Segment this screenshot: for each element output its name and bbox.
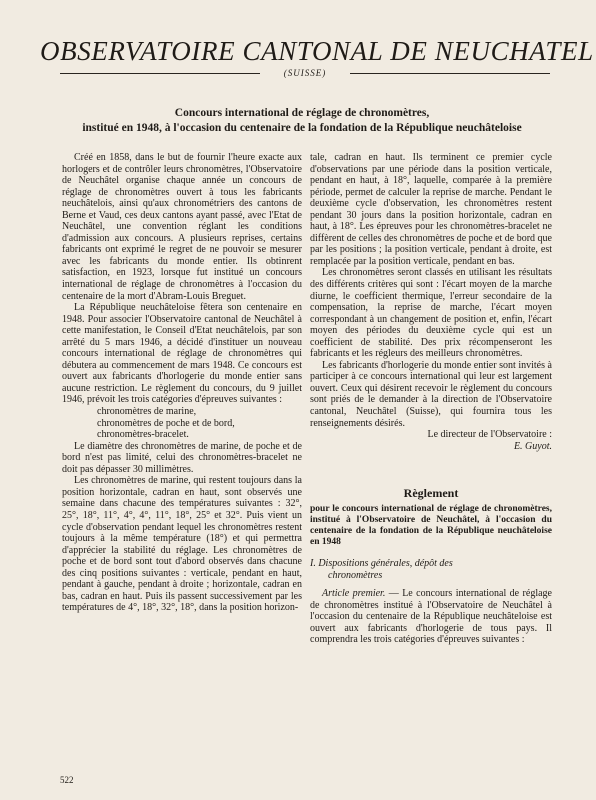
page-number: 522 xyxy=(60,775,74,785)
list-item: chronomètres de poche et de bord, xyxy=(97,417,235,429)
left-column xyxy=(62,152,302,614)
paragraph: La République neuchâteloise fêtera son centenaire en 1948. Pour associer l'Observatoire cantonal de Neuchâtel à cette manifestation, le Conseil d'Etat neuchâtelois, par son arrêté du 5 mars 1946, a décidé d'instituer un nouveau concours international de réglage de chronomètres qui débutera au commencement de mars 1948. Ce concours est ouvert aux fabricants d'horlogerie du monde entier sans aucune restriction. Le règlement du concours, du 9 juillet 1946, prévoit les trois catégories d'épreuves suivantes : xyxy=(62,302,302,406)
right-column xyxy=(310,152,552,646)
masthead-subtitle-row xyxy=(60,67,550,79)
regulation-subtitle: pour le concours international de réglage de chronomètres, institué à l'Observatoire de Neuchâtel, à l'occasion du centenaire de la fondation de la République neuchâteloise en 1948 xyxy=(310,504,552,548)
paragraph: Les fabricants d'horlogerie du monde entier sont invités à participer à ce concours international qui leur est largement ouvert. Ceux qui désirent recevoir le règlement du concours sont priés de le demander à la direction de l'Observatoire cantonal, Neuchâtel (Suisse), qui fournira tous les renseignements désirés. xyxy=(310,359,552,429)
signature-name: E. Guyot. xyxy=(513,440,552,452)
article-headline xyxy=(48,106,556,136)
section-title xyxy=(310,558,552,582)
headline-line-2: institué en 1948, à l'occasion du centenaire de la fondation de la République neuchâteloise xyxy=(82,122,522,134)
article-text: — Le concours international de réglage de chronomètres institué à l'Observatoire de Neuchâtel à l'occasion du centenaire de la République neuchâteloise est ouvert aux fabricants d'horlogerie de tous pays. Il comprendra les trois catégories d'épreuves suivantes : xyxy=(310,588,552,646)
paragraph: Créé en 1858, dans le but de fournir l'heure exacte aux horlogers et de contrôler leurs chronomètres, l'Observatoire de Neuchâtel organise chaque année un concours de réglage de chronomètres ouvert à tous les fabricants neuchâtelois, ainsi qu'aux chronométriers des cantons de Berne et Vaud, ces deux cantons ayant passé, avec l'Etat de Neuchâtel, une convention réglant les conditions d'admission aux concours. A plusieurs reprises, certains fabricants ont exprimé le regret de ne pouvoir se mesurer avec les fabricants du monde entier. Ils obtinrent satisfaction, en 1923, lorsque fut institué un concours international de réglage de chronomètres à l'occasion du centenaire de la mort d'Abram-Louis Breguet. xyxy=(62,152,302,302)
section-title-line-2: chronomètres xyxy=(328,570,383,582)
country-label: (SUISSE) xyxy=(283,68,327,78)
paragraph: Le diamètre des chronomètres de marine, de poche et de bord n'est pas limité, celui des chronomètres-bracelet ne doit pas dépasser 30 millimètres. xyxy=(62,440,302,475)
list-item: chronomètres-bracelet. xyxy=(97,429,189,441)
masthead-title: OBSERVATOIRE CANTONAL DE NEUCHATEL xyxy=(40,36,594,66)
paragraph: tale, cadran en haut. Ils terminent ce premier cycle d'observations par une période dans la position verticale, pendant en haut, à 18°, laquelle, comparée à la première période, permet de calculer la reprise de marche. Pendant le deuxième cycle d'observation, les chronomètres restent pendant 30 jours dans la position horizontale, cadran en haut, à 18°. Les épreuves pour les chronomètres-bracelet ne diffèrent de celles des chronomètres de poche et de bord que par les positions ; la position verticale, pendant à droite, est remplacée par la position verticale, pendant en bas. xyxy=(310,152,552,267)
headline-line-1: Concours international de réglage de chronomètres, xyxy=(174,107,430,119)
article-label: Article premier. xyxy=(322,588,386,600)
list-item: chronomètres de marine, xyxy=(97,406,197,418)
paragraph: Les chronomètres de marine, qui restent toujours dans la position horizontale, cadran en haut, sont observés une semaine dans chacune des températures suivantes : 32°, 25°, 18°, 11°, 4°, 4°, 11°, 18°, 25° et 32°. Puis vient un cycle d'observation pendant lequel les chronomètres restent toujours à la même température (18°) et qui permettra d'apprécier la stabilité du réglage. Les chronomètres de poche et de bord sont tout d'abord observés dans chacune des cinq positions suivantes : verticale, pendant en haut, pendant à gauche, pendant à droite ; horizontale, cadran en bas, cadran en haut. Puis ils passent successivement par les températures de 4°, 18°, 32°, 18°, dans la position horizon- xyxy=(62,475,302,614)
article-paragraph xyxy=(310,588,552,646)
category-list xyxy=(62,406,302,441)
section-title-line-1: I. Dispositions générales, dépôt des xyxy=(310,558,453,570)
rule-right xyxy=(350,73,550,74)
regulation-title: Règlement xyxy=(403,486,459,501)
paragraph: Les chronomètres seront classés en utilisant les résultats des différents critères qui sont : l'écart moyen de la marche diurne, le coefficient thermique, l'erreur secondaire de la compensation, la reprise de marche, l'écart moyen correspondant à un changement de position et, enfin, l'écart moyen des périodes du deuxième cycle qui est un coefficient de stabilité. Des prix récompenseront les fabricants et les régleurs des meilleurs chronomètres. xyxy=(310,267,552,360)
signature-title: Le directeur de l'Observatoire : xyxy=(427,429,552,441)
